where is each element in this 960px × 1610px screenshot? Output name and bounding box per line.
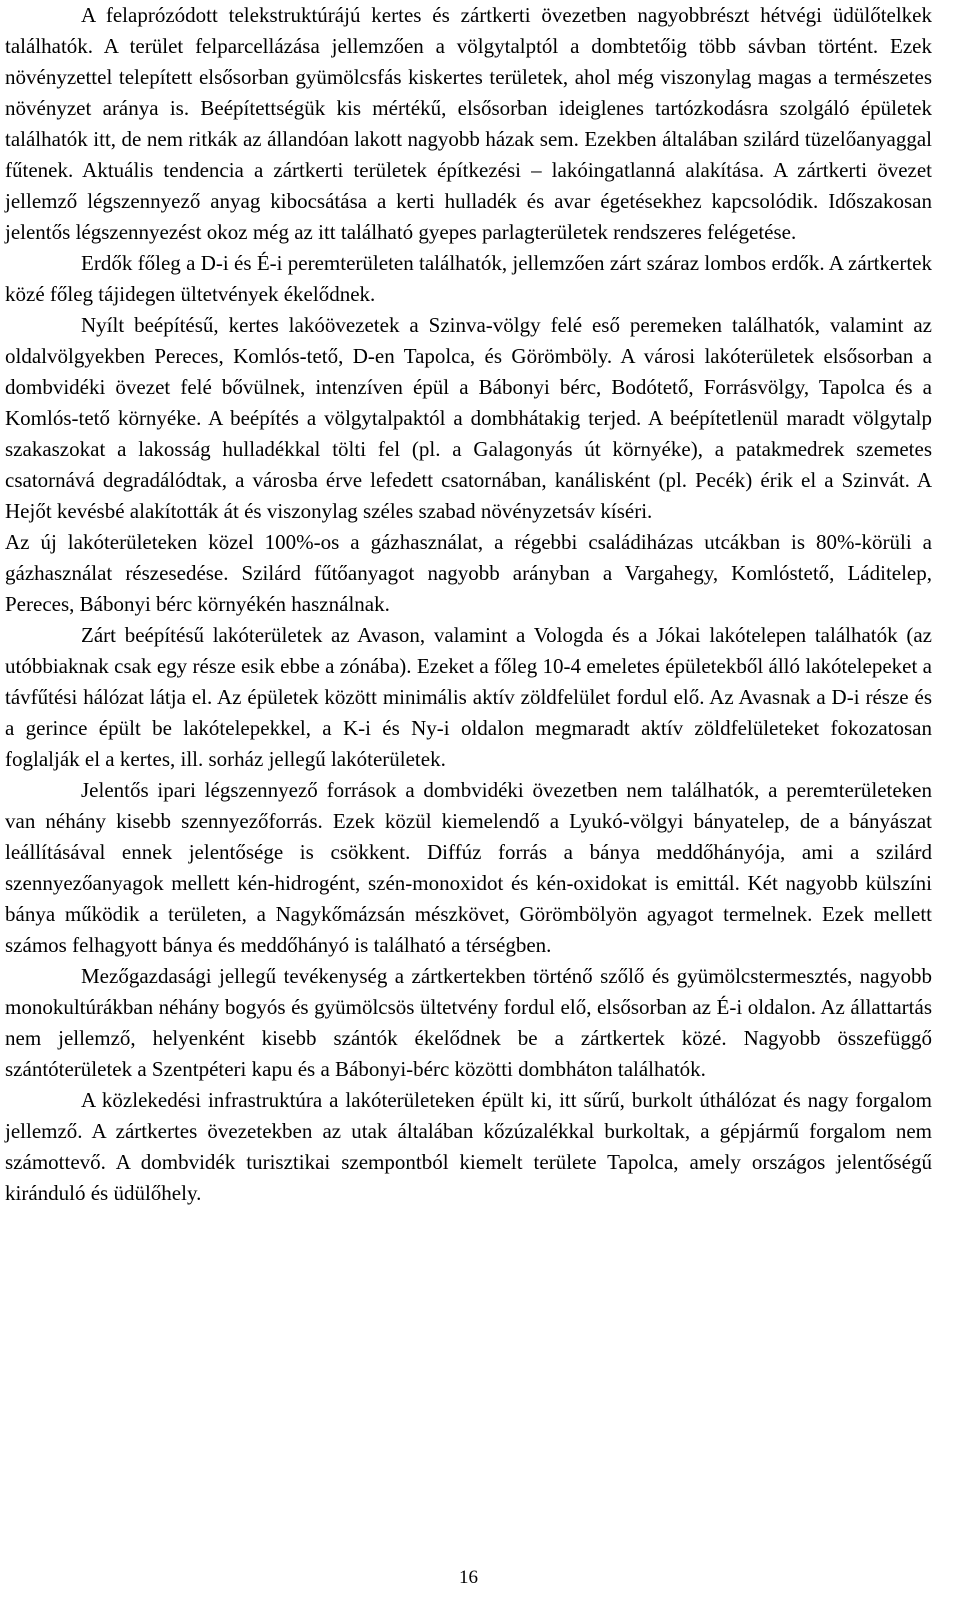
body-text (5, 0, 932, 1209)
paragraph-closed-residential: Zárt beépítésű lakóterületek az Avason, valamint a Vologda és a Jókai lakótelepen találhatók (az utóbbiaknak csak egy része esik ebbe a zónába). Ezeket a főleg 10-4 emeletes épületekből álló lakótelepeket a távfűtési hálózat látja el. Az épületek között minimális aktív zöldfelület fordul elő. Az Avasnak a D-i része és a gerince épült be lakótelepekkel, a K-i és Ny-i oldalon megmaradt aktív zöldfelületeket fokozatosan foglalják el a kertes, ill. sorház jellegű lakóterületek. (5, 623, 932, 771)
paragraph-open-residential: Nyílt beépítésű, kertes lakóövezetek a Szinva-völgy felé eső peremeken találhatók, valamint az oldalvölgyekben Pereces, Komlós-tető, D-en Tapolca, és Görömböly. A városi lakóterületek elsősorban a dombvidéki övezet felé bővülnek, intenzíven épül a Bábonyi bérc, Bodótető, Forrásvölgy, Tapolca és a Komlós-tető környéke. A beépítés a völgytalpaktól a dombhátakig terjed. A beépítetlenül maradt völgytalp szakaszokat a lakosság hulladékkal tölti fel (pl. a Galagonyás út környéke), a patakmedrek szemetes csatornává degradálódtak, a városba érve lefedett csatornában, kanálisként (pl. Pecék) érik el a Szinvát. A Hejőt kevésbé alakították át és viszonylag széles szabad növényzetsáv kíséri. (5, 313, 932, 523)
paragraph-agriculture: Mezőgazdasági jellegű tevékenység a zártkertekben történő szőlő és gyümölcstermesztés, nagyobb monokultúrákban néhány bogyós és gyümölcsös ültetvény fordul elő, elsősorban az É-i oldalon. Az állattartás nem jellemző, helyenként kisebb szántók ékelődnek be a zártkertek közé. Nagyobb összefüggő szántóterületek a Szentpéteri kapu és a Bábonyi-bérc közötti dombháton találhatók. (5, 964, 932, 1081)
paragraph-forests: Erdők főleg a D-i és É-i peremterületen találhatók, jellemzően zárt száraz lombos erdők. A zártkertek közé főleg tájidegen ültetvények ékelődnek. (5, 251, 932, 306)
paragraph-transport: A közlekedési infrastruktúra a lakóterületeken épült ki, itt sűrű, burkolt úthálózat és nagy forgalom jellemző. A zártkertes övezetekben az utak általában kőzúzalékkal burkoltak, a gépjármű forgalom nem számottevő. A dombvidék turisztikai szempontból kiemelt területe Tapolca, amely országos jelentőségű kiránduló és üdülőhely. (5, 1088, 932, 1205)
paragraph-gas-usage: Az új lakóterületeken közel 100%-os a gázhasználat, a régebbi családiházas utcákban is 80%-körüli a gázhasználat részesedése. Szilárd fűtőanyagot nagyobb arányban a Vargahegy, Komlóstető, Láditelep, Pereces, Bábonyi bérc környékén használnak. (5, 530, 932, 616)
document-page (5, 0, 932, 1610)
page-number: 16 (459, 1567, 478, 1588)
paragraph-outskirts-gardens: A felaprózódott telekstruktúrájú kertes és zártkerti övezetben nagyobbrészt hétvégi üdülőtelkek találhatók. A terület felparcellázása jellemzően a völgytalptól a dombtetőig több sávban történt. Ezek növényzettel telepített elsősorban gyümölcsfás kiskertes területek, ahol még viszonylag magas a természetes növényzet aránya is. Beépítettségük kis mértékű, elsősorban ideiglenes tartózkodásra szolgáló épületek találhatók itt, de nem ritkák az állandóan lakott nagyobb házak sem. Ezekben általában szilárd tüzelőanyaggal fűtenek. Aktuális tendencia a zártkerti területek építkezési – lakóingatlanná alakítása. A zártkerti övezet jellemző légszennyező anyag kibocsátása a kerti hulladék és avar égetésekhez kapcsolódik. Időszakosan jelentős légszennyezést okoz még az itt található gyepes parlagterületek rendszeres felégetése. (5, 3, 932, 244)
paragraph-industrial-sources: Jelentős ipari légszennyező források a dombvidéki övezetben nem találhatók, a peremterületeken van néhány kisebb szennyezőforrás. Ezek közül kiemelendő a Lyukó-völgyi bányatelep, de a bányászat leállításával ennek jelentősége is csökkent. Diffúz forrás a bánya meddőhányója, ami a szilárd szennyezőanyagok mellett kén-hidrogént, szén-monoxidot és kén-oxidokat is emittál. Két nagyobb külszíni bánya működik a területen, a Nagykőmázsán mészkövet, Görömbölyön agyagot termelnek. Ezek mellett számos felhagyott bánya és meddőhányó is található a térségben. (5, 778, 932, 957)
